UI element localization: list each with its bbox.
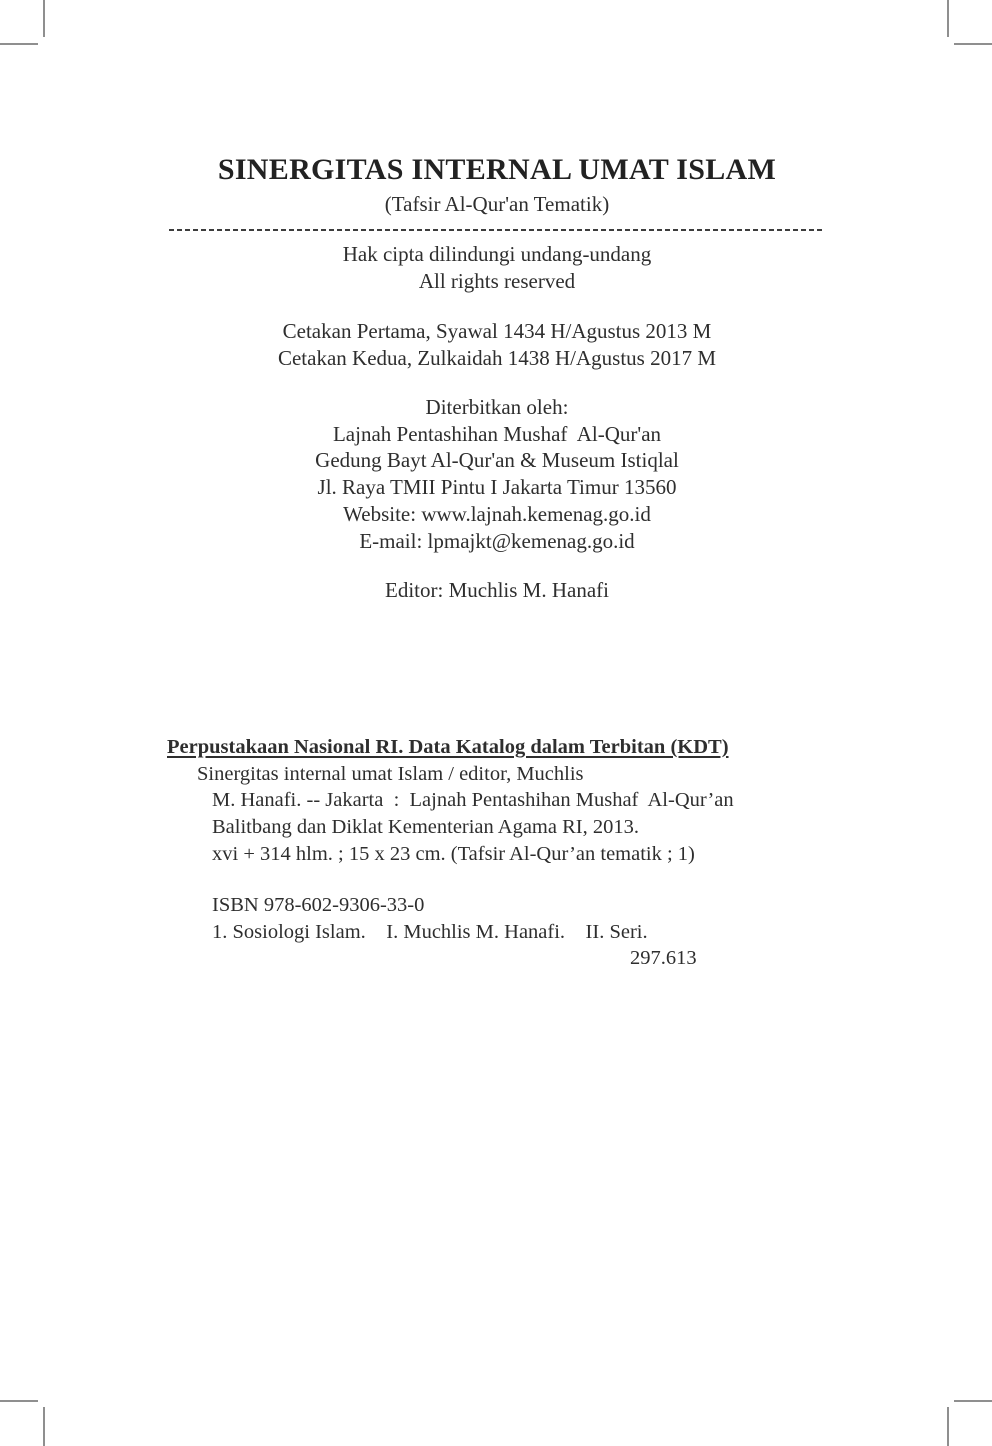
dashed-divider-line xyxy=(169,229,825,231)
crop-mark-bottom-right-vertical xyxy=(947,1407,949,1446)
crop-mark-top-right-horizontal xyxy=(954,43,992,45)
book-subtitle: (Tafsir Al-Qur'an Tematik) xyxy=(384,192,610,216)
subject-headings: 1. Sosiologi Islam. I. Muchlis M. Hanafi. II. Seri. xyxy=(212,920,648,943)
editor-line: Editor: Muchlis M. Hanafi xyxy=(385,578,609,602)
publisher-building: Gedung Bayt Al-Qur'an & Museum Istiqlal xyxy=(315,448,679,473)
kdt-entry-line: M. Hanafi. -- Jakarta : Lajnah Pentashihan Mushaf Al-Qur’an xyxy=(212,789,734,812)
crop-mark-top-right-vertical xyxy=(947,0,949,37)
copyright-notice: Hak cipta dilindungi undang-undang xyxy=(342,242,652,266)
title-block xyxy=(170,153,824,217)
book-title: SINERGITAS INTERNAL UMAT ISLAM xyxy=(217,153,777,186)
editor-block xyxy=(170,577,824,604)
kdt-entry-line: xvi + 314 hlm. ; 15 x 23 cm. (Tafsir Al-Qur’an tematik ; 1) xyxy=(212,842,695,865)
all-rights-reserved: All rights reserved xyxy=(418,268,576,293)
isbn-number: ISBN 978-602-9306-33-0 xyxy=(212,894,425,916)
kdt-entry-line: Sinergitas internal umat Islam / editor, Muchlis xyxy=(197,762,584,785)
publisher-name: Lajnah Pentashihan Mushaf Al-Qur'an xyxy=(332,421,662,446)
publisher-website: Website: www.lajnah.kemenag.go.id xyxy=(343,501,651,526)
catalog-kdt-block xyxy=(167,734,847,868)
publisher-address: Jl. Raya TMII Pintu I Jakarta Timur 13560 xyxy=(317,475,677,500)
published-by-label: Diterbitkan oleh: xyxy=(425,395,569,419)
crop-mark-top-left-vertical xyxy=(43,0,45,37)
crop-mark-bottom-left-horizontal xyxy=(0,1400,38,1402)
second-printing: Cetakan Kedua, Zulkaidah 1438 H/Agustus 2017 M xyxy=(277,345,717,370)
isbn-block xyxy=(212,892,872,972)
publisher-block xyxy=(170,394,824,554)
crop-mark-top-left-horizontal xyxy=(0,43,38,45)
kdt-heading: Perpustakaan Nasional RI. Data Katalog dalam Terbitan (KDT) xyxy=(167,736,729,758)
printing-history-block xyxy=(170,318,824,371)
ddc-classification-number: 297.613 xyxy=(630,947,697,970)
first-printing: Cetakan Pertama, Syawal 1434 H/Agustus 2013 M xyxy=(282,319,712,343)
crop-mark-bottom-left-vertical xyxy=(43,1407,45,1446)
kdt-entry-line: Balitbang dan Diklat Kementerian Agama RI, 2013. xyxy=(212,816,639,839)
copyright-block xyxy=(170,241,824,294)
crop-mark-bottom-right-horizontal xyxy=(954,1400,992,1402)
publisher-email: E-mail: lpmajkt@kemenag.go.id xyxy=(359,528,635,553)
